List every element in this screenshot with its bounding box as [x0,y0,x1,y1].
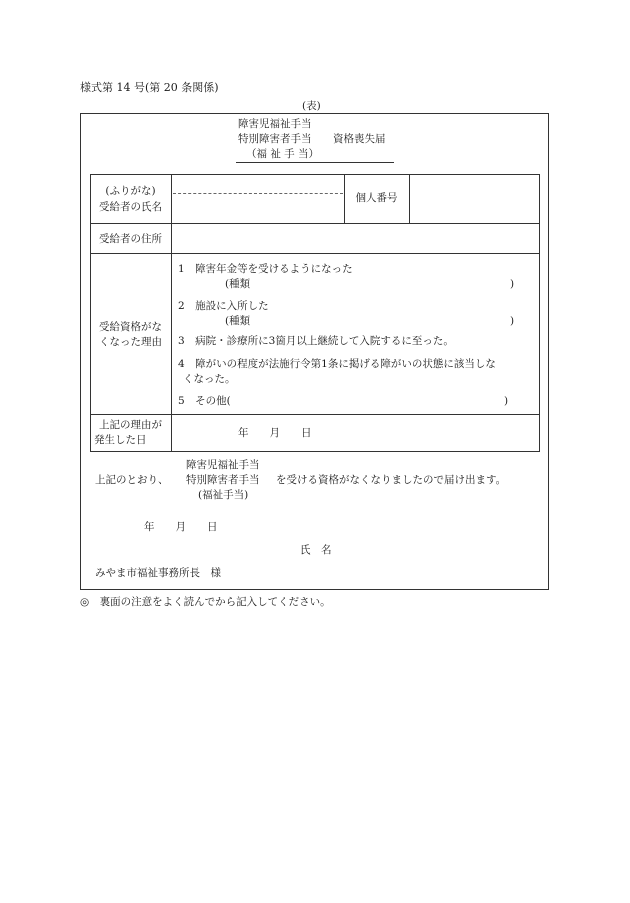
side-label: (表) [302,100,321,112]
reason-label-line2: くなった理由 [99,336,162,348]
table-top-border [90,174,540,175]
table-left-border [90,174,91,452]
declaration-option3: (福祉手当) [198,489,249,501]
reason-2-kind-close: ) [510,315,515,327]
occurrence-date-value[interactable]: 年 月 日 [238,427,312,439]
footer-note: ◎ 裏面の注意をよく読んでから記入してください。 [80,596,331,608]
reason-4-line2: くなった。 [183,373,236,385]
addressee: みやま市福祉事務所長 様 [95,567,221,579]
submission-date[interactable]: 年 月 日 [144,521,218,533]
furigana-dashed-line [173,193,343,194]
title-line2b: 資格喪失届 [333,133,386,145]
furigana-label: (ふりがな) [105,185,156,197]
table-label-divider [171,174,172,452]
reason-1-kind: (種類 [225,278,251,290]
title-line2a: 特別障害者手当 [238,133,312,145]
table-row-divider [90,253,540,254]
declaration-suffix: を受ける資格がなくなりましたので届け出ます。 [276,474,507,486]
title-line3: （福 祉 手 当） [246,148,320,160]
table-row-divider [90,223,540,224]
title-underline [236,162,394,163]
table-row-divider [90,414,540,415]
title-line1: 障害児福祉手当 [238,118,312,130]
reason-2[interactable]: 2 施設に入所した [178,300,269,312]
table-right-border [539,174,540,452]
personal-number-label: 個人番号 [355,192,398,204]
occurrence-date-label-line2: 発生した日 [94,434,147,446]
reason-4-line1[interactable]: 4 障がいの程度が法施行令第1条に掲げる障がいの状態に該当しな [178,358,496,370]
declaration-prefix: 上記のとおり、 [95,474,169,486]
recipient-address-field[interactable] [173,225,537,252]
reason-1[interactable]: 1 障害年金等を受けるようになった [178,263,353,275]
form-number: 様式第 14 号(第 20 条関係) [80,81,219,94]
table-bottom-border [90,451,540,452]
personal-number-divider [409,174,410,224]
reason-3[interactable]: 3 病院・診療所に3箇月以上継続して入院するに至った。 [178,335,454,347]
recipient-name-label: 受給者の氏名 [99,201,162,213]
declaration-option1: 障害児福祉手当 [186,459,260,471]
signature-name-label[interactable]: 氏 名 [300,544,332,556]
reason-2-kind: (種類 [225,315,251,327]
reason-5-close: ) [504,395,509,407]
personal-number-field[interactable] [411,176,537,222]
occurrence-date-label-line1: 上記の理由が [99,419,162,431]
reason-1-kind-close: ) [510,278,515,290]
reason-5[interactable]: 5 その他( [178,395,231,407]
declaration-option2: 特別障害者手当 [186,474,260,486]
reason-label-line1: 受給資格がな [99,321,162,333]
recipient-name-field[interactable] [173,195,343,222]
recipient-address-label: 受給者の住所 [99,233,162,245]
